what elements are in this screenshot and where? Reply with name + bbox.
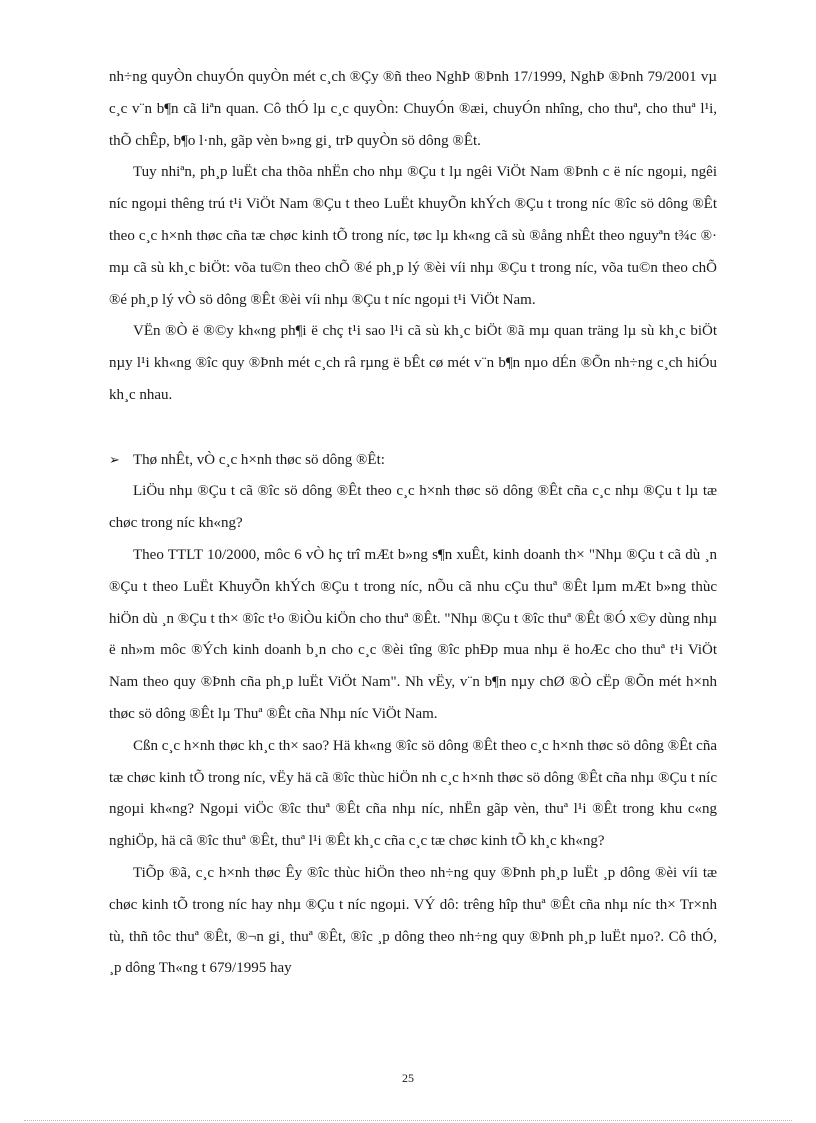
page-number: 25	[402, 1071, 414, 1085]
paragraph: TiÕp ®ã, c¸c h×nh thøc Êy ®îc thùc hiÖn theo nh÷ng quy ®Þnh ph¸p luËt ¸p dông ®èi víi tæ chøc kinh tÕ trong níc hay nhµ ®Çu t níc ngoµi. VÝ dô: trêng hîp thuª ®Êt cña nhµ níc th× Tr×nh tù, thñ tôc thuª ®Êt, ®¬n gi¸ thuª ®Êt, ®îc ¸p dông theo nh÷ng quy ®Þnh ph¸p luËt nµo?. Cô thÓ, ¸p dông Th«ng t 679/1995 hay	[109, 864, 717, 977]
paragraph: Theo TTLT 10/2000, môc 6 vÒ hç trî mÆt b»ng s¶n xuÊt, kinh doanh th× "Nhµ ®Çu t cã dù ¸n ®Çu t theo LuËt KhuyÕn khÝch ®Çu t trong níc, nÕu cã nhu cÇu thuª ®Êt lµm mÆt b»ng thùc hiÖn dù ¸n ®Çu t th× ®îc t¹o ®iÒu kiÖn cho thuª ®Êt. "Nhµ ®Çu t ®îc thuª ®Êt ®Ó x©y dùng nhµ ë nh»m môc ®Ých kinh doanh b¸n cho c¸c ®èi tîng ®îc phÐp mua nhµ ë hoÆc cho thuª t¹i ViÖt Nam theo quy ®Þnh cña ph¸p luËt ViÖt Nam". Nh vËy, v¨n b¶n nµy chØ ®Ò cËp ®Õn mét h×nh thøc sö dông ®Êt lµ Thuª ®Êt cña Nhµ níc ViÖt Nam.	[109, 546, 717, 722]
paragraph-continuation: nh÷ng quyÒn chuyÓn quyÒn mét c¸ch ®Çy ®ñ theo NghÞ ®Þnh 17/1999, NghÞ ®Þnh 79/2001 vµ c¸c v¨n b¶n cã liªn quan. Cô thÓ lµ c¸c quyÒn: ChuyÓn ®æi, chuyÓn nhîng, cho thuª, cho thuª l¹i, thÕ chÊp, b¶o l·nh, gãp vèn b»ng gi¸ trÞ quyÒn sö dông ®Êt.	[109, 69, 717, 149]
paragraph-gap	[109, 412, 717, 444]
bullet-heading-text: Thø nhÊt, vÒ c¸c h×nh thøc sö dông ®Êt:	[133, 451, 385, 468]
paragraph: VËn ®Ò ë ®©y kh«ng ph¶i ë chç t¹i sao l¹i cã sù kh¸c biÖt ®ã mµ quan träng lµ sù kh¸c biÖt nµy l¹i kh«ng ®îc quy ®Þnh mét c¸ch râ rµng ë bÊt cø mét v¨n b¶n nµo dÉn ®Õn nh÷ng c¸ch hiÓu kh¸c nhau.	[109, 323, 717, 403]
paragraph: Tuy nhiªn, ph¸p luËt cha thõa nhËn cho nhµ ®Çu t lµ ngêi ViÖt Nam ®Þnh c ë níc ngoµi, ngêi níc ngoµi thêng trú t¹i ViÖt Nam ®Çu t theo LuËt khuyÕn khÝch ®Çu t trong níc ®îc sö dông ®Êt theo c¸c h×nh thøc cña tæ chøc kinh tÕ trong níc, tøc lµ kh«ng cã sù ®ång nhÊt theo nguyªn t¾c ®· mµ cã sù kh¸c biÖt: võa tu©n theo chÕ ®é ph¸p lý ®èi víi nhµ ®Çu t trong níc, võa tu©n theo chÕ ®é ph¸p lý vÒ sö dông ®Êt ®èi víi nhµ ®Çu t níc ngoµi t¹i ViÖt Nam.	[109, 164, 717, 308]
body-text	[109, 62, 717, 985]
arrow-bullet-icon: ➢	[109, 451, 120, 467]
bullet-heading	[109, 444, 717, 477]
page-bottom-divider	[24, 1120, 792, 1121]
paragraph: LiÖu nhµ ®Çu t cã ®îc sö dông ®Êt theo c¸c h×nh thøc sö dông ®Êt cña c¸c nhµ ®Çu t lµ tæ chøc trong níc kh«ng?	[109, 483, 717, 532]
paragraph: Cßn c¸c h×nh thøc kh¸c th× sao? Hä kh«ng ®îc sö dông ®Êt theo c¸c h×nh thøc sö dông ®Êt cña tæ chøc kinh tÕ trong níc, vËy hä cã ®îc thùc hiÖn nh c¸c h×nh thøc sö dông ®Êt cña nhµ ®Çu t níc ngoµi kh«ng? Ngoµi viÖc ®îc thuª ®Êt cña nhµ níc, nhËn gãp vèn, thuª l¹i ®Êt trong khu c«ng nghiÖp, hä cã ®îc thuª ®Êt, thuª l¹i ®Êt kh¸c cña c¸c tæ chøc kinh tÕ kh¸c kh«ng?	[109, 737, 717, 850]
